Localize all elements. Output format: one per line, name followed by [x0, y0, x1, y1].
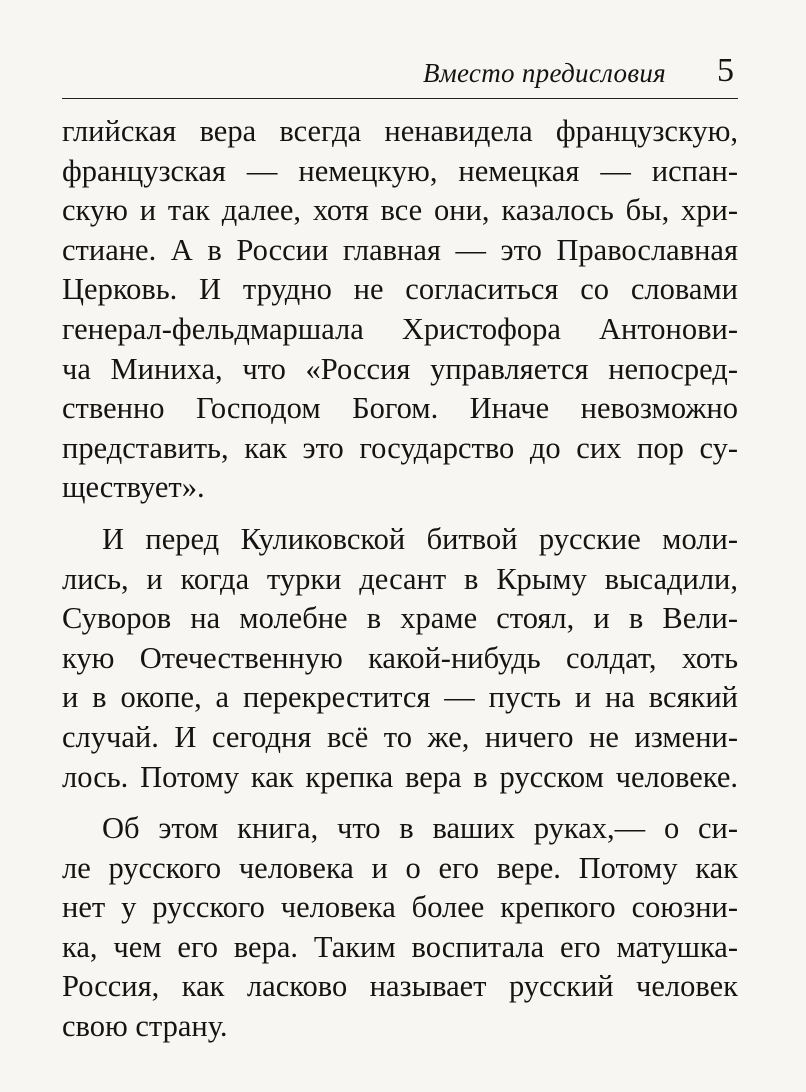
paragraph [62, 112, 738, 508]
text-line: Суворов на молебне в храме стоял, и в Вели- [62, 601, 738, 636]
text-line: стиане. А в России главная — это Православная [62, 232, 738, 267]
text-line: лось. Потому как крепка вера в русском человеке. [62, 759, 738, 794]
paragraph [62, 809, 738, 1047]
text-line: ле русского человека и о его вере. Потому как [62, 850, 738, 885]
text-line: свою страну. [62, 1009, 228, 1044]
page-number: 5 [717, 52, 734, 89]
text-line: глийская вера всегда ненавидела французскую, [62, 114, 738, 148]
text-line: генерал-фельдмаршала Христофора Антонови- [62, 311, 738, 346]
text-line: нет у русского человека более крепкого союзни- [62, 890, 738, 925]
text-line: И перед Куликовской битвой русские моли- [102, 521, 738, 556]
body-text [62, 112, 738, 1047]
text-line: Об этом книга, что в ваших руках,— о си- [102, 811, 738, 846]
text-line: ча Миниха, что «Россия управляется непосред- [62, 351, 738, 386]
text-line: представить, как это государство до сих пор су- [62, 430, 738, 465]
text-line: лись, и когда турки десант в Крыму высадили, [62, 561, 738, 596]
running-title: Вместо предисловия [423, 58, 666, 88]
text-line: ществует». [62, 470, 205, 505]
text-line: кую Отечественную какой-нибудь солдат, хоть [62, 640, 738, 675]
text-line: французская — немецкую, немецкая — испан- [62, 153, 738, 188]
text-line: случай. И сегодня всё то же, ничего не измени- [62, 719, 738, 754]
text-line: ка, чем его вера. Таким воспитала его матушка- [62, 929, 738, 964]
text-line: Церковь. И трудно не согласиться со словами [62, 272, 738, 307]
paragraph-gap [62, 508, 738, 520]
paragraph [62, 520, 738, 797]
page-header [62, 52, 738, 99]
text-line: ственно Господом Богом. Иначе невозможно [62, 391, 738, 426]
text-line: Россия, как ласково называет русский человек [62, 969, 738, 1004]
paragraph-gap [62, 797, 738, 809]
text-line: и в окопе, а перекрестится — пусть и на всякий [62, 680, 738, 715]
text-line: скую и так далее, хотя все они, казалось бы, хри- [62, 193, 738, 228]
